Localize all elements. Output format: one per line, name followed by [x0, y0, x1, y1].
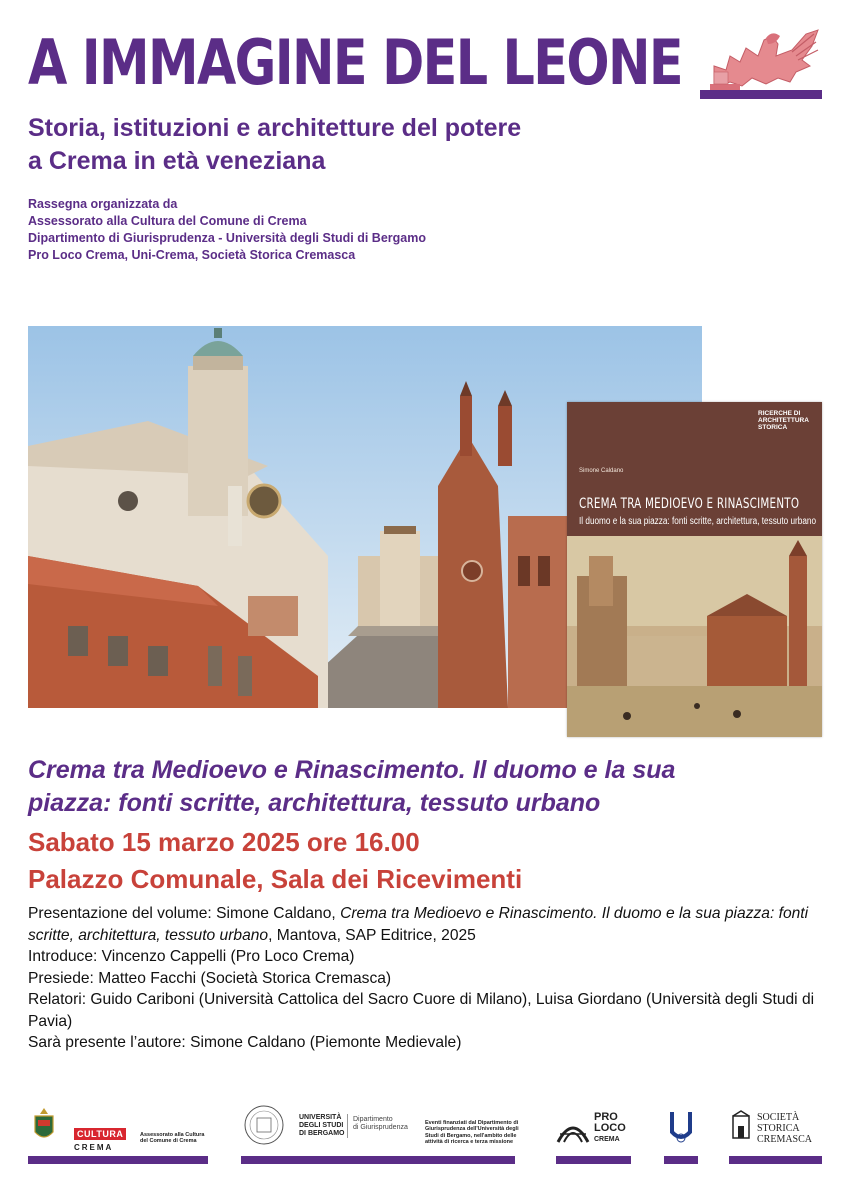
dept-line-1: Dipartimento	[353, 1116, 393, 1123]
subtitle-line-1: Storia, istituzioni e architetture del potere	[28, 114, 522, 142]
proloco-line-1: PRO	[594, 1111, 618, 1123]
dept-line-2: di Giurisprudenza	[353, 1124, 408, 1131]
societa-line-1: SOCIETÀ	[757, 1112, 800, 1123]
footer-bar-4	[664, 1156, 698, 1164]
event-date: Sabato 15 marzo 2025 ore 16.00	[28, 827, 420, 857]
subtitle-line-2: a Crema in età veneziana	[28, 147, 326, 175]
unibg-name	[299, 1114, 345, 1138]
footer-bar-1	[28, 1156, 208, 1164]
organizers-block	[28, 196, 628, 264]
presentation-book-title: Crema tra Medioevo e Rinascimento. Il duomo e la sua piazza: fonti scritte, architettura, tessuto urbano	[28, 905, 809, 944]
winged-lion-logo	[706, 26, 822, 92]
event-title-line-2: piazza: fonti scritte, architettura, tessuto urbano	[28, 789, 601, 817]
unibg-line-3: DI BERGAMO	[299, 1130, 345, 1137]
unibg-line-1: UNIVERSITÀ	[299, 1114, 342, 1121]
book-title: CREMA TRA MEDIOEVO E RINASCIMENTO	[579, 496, 800, 512]
societa-line-2: STORICA	[757, 1123, 800, 1134]
autore-line: Sarà presente l’autore: Simone Caldano (Piemonte Medievale)	[28, 1034, 462, 1051]
crema-word: CREMA	[74, 1143, 114, 1152]
unibg-line-2: DEGLI STUDI	[299, 1122, 344, 1129]
footer-bar-3	[556, 1156, 631, 1164]
book-series-label: RICERCHE DI ARCHITETTURA STORICA	[758, 410, 809, 431]
presentation-line	[28, 903, 828, 946]
book-cover	[567, 402, 822, 737]
event-title-line-1: Crema tra Medioevo e Rinascimento. Il duomo e la sua	[28, 756, 676, 784]
proloco-line-2: LOCO	[594, 1122, 626, 1134]
funding-text: Eventi finanziati dal Dipartimento di Giurisprudenza dell'Università degli Studi di Bergamo, nell'ambito delle attività di ricerca e terza missione	[425, 1120, 519, 1146]
cultura-logo	[74, 1124, 134, 1152]
organizers-line-3: Dipartimento di Giurisprudenza - Università degli Studi di Bergamo	[28, 231, 426, 245]
societa-storica-name	[757, 1112, 812, 1145]
relatori-line: Relatori: Guido Cariboni (Università Cattolica del Sacro Cuore di Milano), Luisa Giordano (Università degli Studi di Pavia)	[28, 991, 815, 1030]
presentation-prefix: Presentazione del volume: Simone Caldano,	[28, 905, 341, 922]
book-subtitle: Il duomo e la sua piazza: fonti scritte, architettura, tessuto urbano	[579, 516, 817, 527]
main-title: A IMMAGINE DEL LEONE	[28, 26, 682, 99]
footer-proloco	[556, 1104, 631, 1164]
cultura-word: CULTURA	[74, 1128, 126, 1140]
presiede-line: Presiede: Matteo Facchi (Società Storica Cremasca)	[28, 969, 392, 987]
event-details	[28, 903, 828, 1054]
assessorato-text: Assessorato alla Cultura del Comune di Crema	[140, 1132, 205, 1145]
organizers-line-2: Assessorato alla Cultura del Comune di Crema	[28, 214, 307, 228]
footer-societa-storica	[729, 1104, 822, 1164]
proloco-emblem-icon	[556, 1112, 590, 1146]
organizers-line-1: Rassegna organizzata da	[28, 197, 178, 211]
subtitle	[28, 112, 728, 178]
title-underline	[700, 90, 822, 99]
footer-unicrema	[664, 1104, 698, 1164]
footer-bar-2	[241, 1156, 515, 1164]
proloco-name	[594, 1112, 626, 1145]
organizers-line-4: Pro Loco Crema, Uni-Crema, Società Storica Cremasca	[28, 248, 356, 262]
book-author: Simone Caldano	[579, 468, 624, 474]
book-cover-painting	[567, 536, 822, 737]
introduce-line: Introduce: Vincenzo Cappelli (Pro Loco Crema)	[28, 948, 355, 965]
societa-line-3: CREMASCA	[757, 1134, 813, 1145]
unibg-seal-icon	[243, 1104, 285, 1146]
event-place: Palazzo Comunale, Sala dei Ricevimenti	[28, 864, 523, 894]
societa-storica-emblem-icon	[729, 1110, 753, 1146]
proloco-line-3: CREMA	[594, 1136, 620, 1143]
unibg-divider	[347, 1114, 348, 1138]
event-title	[28, 754, 828, 820]
presentation-suffix: , Mantova, SAP Editrice, 2025	[268, 926, 476, 944]
dept-name	[353, 1116, 408, 1132]
comune-crema-crest-icon	[32, 1106, 56, 1146]
unicrema-logo-icon	[666, 1108, 696, 1148]
footer-comune-crema	[28, 1104, 208, 1164]
footer-bar-5	[729, 1156, 822, 1164]
